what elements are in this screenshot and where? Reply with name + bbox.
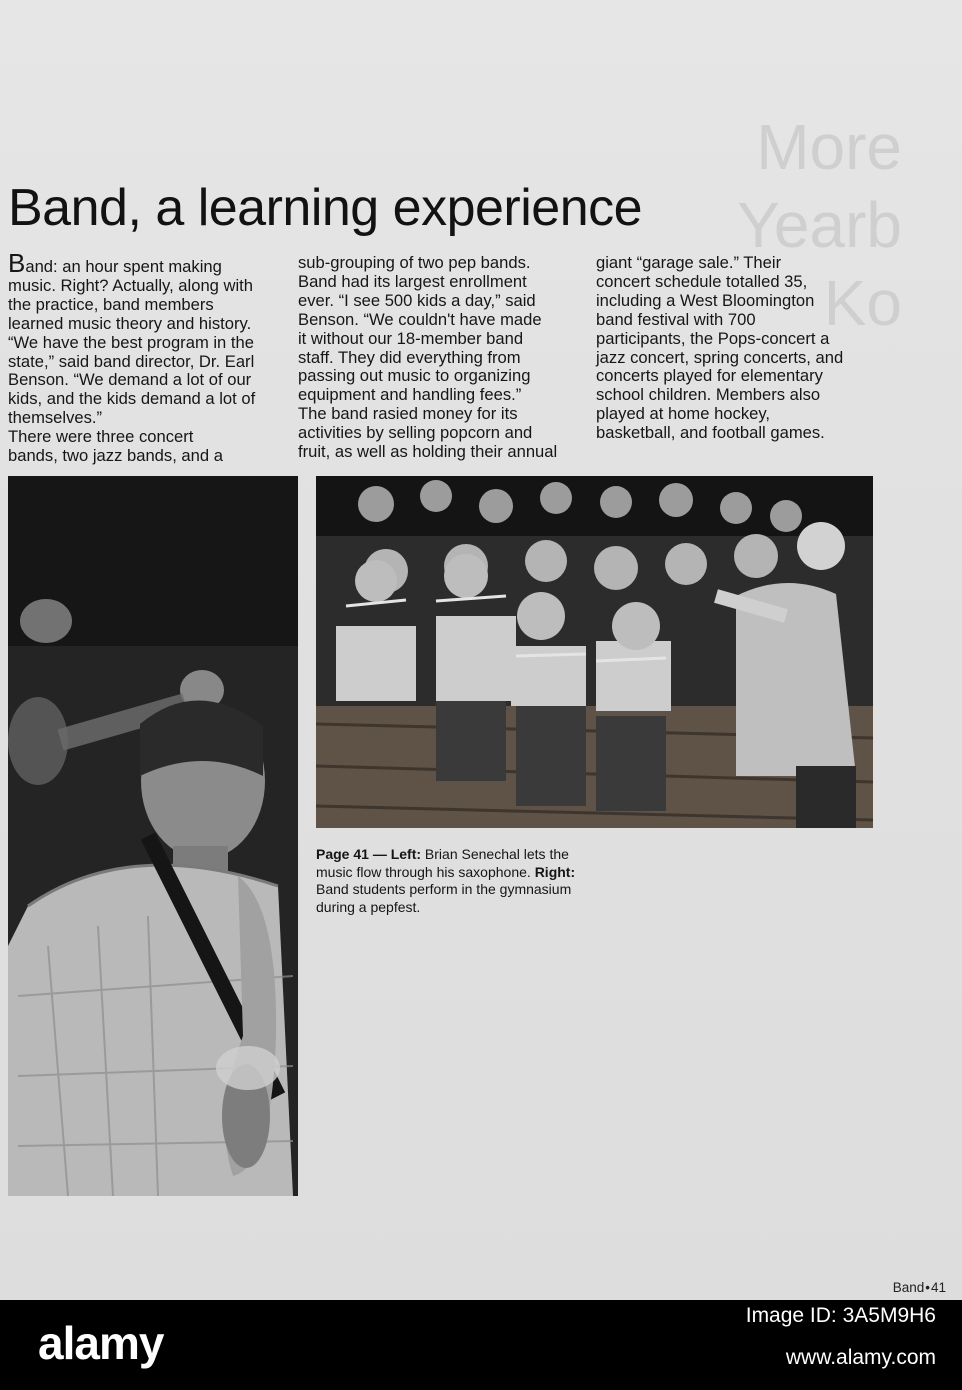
folio-separator: • [925,1280,930,1295]
background-bleedthrough-text: More Yearb Ko [737,111,902,339]
caption-right-text: Band students perform in the gymnasium during a pepfest. [316,881,572,915]
column-1-text: and: an hour spent making music. Right? Actually, along with the practice, band members learned music theory and history. “We have the best program in the state,” said band director, Dr. Earl Benson. “We demand a lot of our kids, and the kids demand a lot of themselves.” There were three concert bands, two jazz bands, and a [8,257,256,466]
photo-caption [316,846,606,916]
page-folio [893,1280,946,1295]
saxophone-player-photo [8,476,298,1196]
article-column-1 [8,248,278,466]
folio-section: Band [892,1280,925,1295]
page-headline: Band, a learning experience [8,179,643,237]
band-gymnasium-photo [316,476,873,828]
drop-cap: B [8,248,26,278]
stock-site-url: www.alamy.com [785,1346,936,1369]
article-column-2: sub-grouping of two pep bands. Band had its largest enrollment ever. “I see 500 kids a day,” said Benson. “We couldn't have made it without our 18-member band staff. They did everything from passing out music to organizing equipment and handling fees.” The band rasied money for its activities by selling popcorn and fruit, as well as holding their annual [298,253,558,462]
article-column-3: giant “garage sale.” Their concert schedule totalled 35, including a West Bloomington band festival with 700 participants, the Pops-concert a jazz concert, spring concerts, and concerts played for elementary school children. Members also played at home hockey, basketball, and football games. [596,253,844,443]
folio-page-number: 41 [930,1280,946,1295]
caption-lead: Page 41 — Left: [316,846,422,862]
caption-left-text: Brian Senechal lets the music flow through his saxophone. [316,846,569,880]
stock-brand-logo: alamy [38,1317,164,1369]
caption-right-label: Right: [534,863,576,880]
stock-image-id: Image ID: 3A5M9H6 [745,1304,936,1327]
